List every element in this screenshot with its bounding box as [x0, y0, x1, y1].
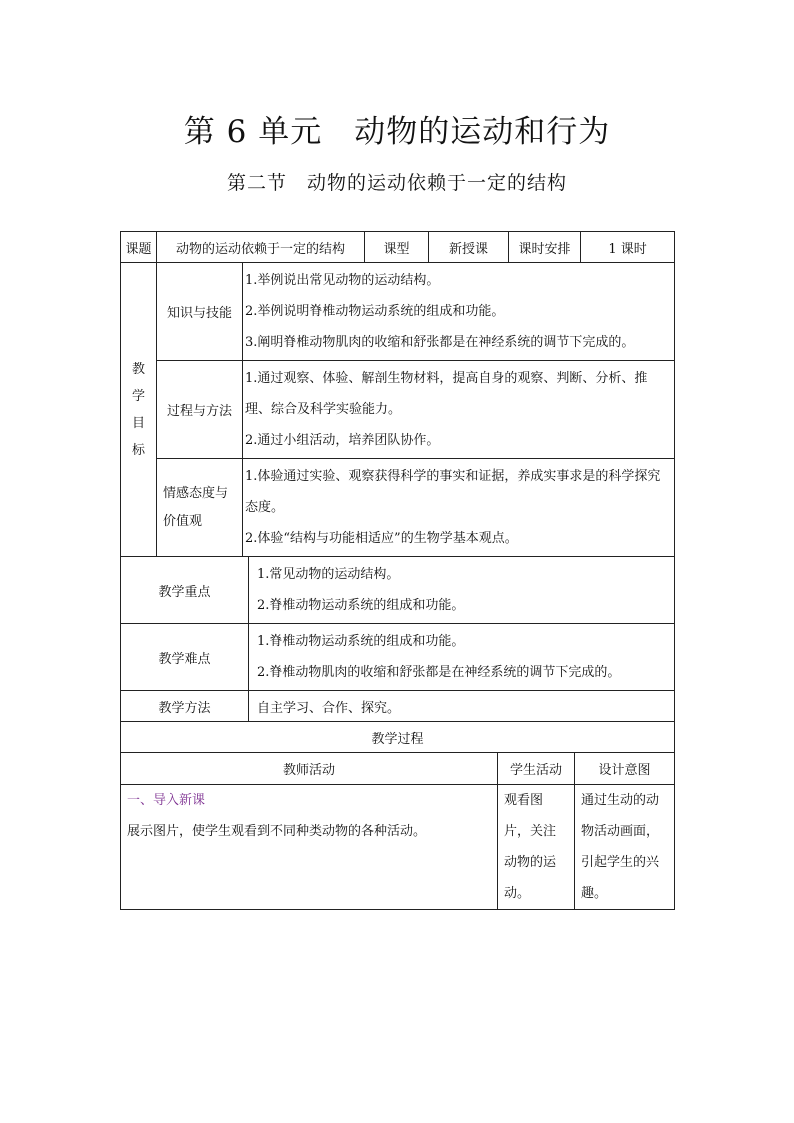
- lesson-plan-table: [120, 231, 675, 910]
- emotion-item: 1.体验通过实验、观察获得科学的事实和证据，养成实事求是的科学探究态度。: [245, 469, 661, 515]
- methods-value: 自主学习、合作、探究。: [249, 691, 675, 722]
- difficulty-item: 1.脊椎动物运动系统的组成和功能。: [257, 634, 465, 649]
- type-value: 新授课: [429, 232, 509, 263]
- objective-emotion-row: [121, 459, 675, 557]
- key-point-item: 1.常见动物的运动结构。: [257, 567, 400, 582]
- emotion-items: [243, 459, 675, 557]
- process-header: 教学过程: [121, 722, 675, 753]
- difficulties-row: [121, 624, 675, 691]
- objectives-label: [121, 263, 157, 557]
- key-point-item: 2.脊椎动物运动系统的组成和功能。: [257, 598, 465, 613]
- process-item: 2.通过小组活动，培养团队协作。: [245, 433, 440, 448]
- emotion-label: 情感态度与价值观: [157, 459, 243, 557]
- objectives-label-char: 教: [131, 361, 145, 377]
- column-student: 学生活动: [498, 753, 575, 785]
- emotion-item: 2.体验“结构与功能相适应”的生物学基本观点。: [245, 531, 518, 546]
- section-subtitle: 第二节 动物的运动依赖于一定的结构: [226, 172, 567, 194]
- design-intent: [575, 785, 675, 910]
- process-label: 过程与方法: [157, 361, 243, 459]
- topic-value: 动物的运动依赖于一定的结构: [157, 232, 365, 263]
- objectives-label-char: 目: [131, 415, 145, 431]
- process-header-row: [121, 722, 675, 753]
- hours-label: 课时安排: [509, 232, 581, 263]
- teacher-activity: [121, 785, 498, 910]
- difficulties-label: 教学难点: [121, 624, 249, 691]
- topic-label: 课题: [121, 232, 157, 263]
- methods-label: 教学方法: [121, 691, 249, 722]
- methods-row: [121, 691, 675, 722]
- difficulties-items: [249, 624, 675, 691]
- difficulty-item: 2.脊椎动物肌肉的收缩和舒张都是在神经系统的调节下完成的。: [257, 665, 621, 680]
- student-activity-text: 观看图片，关注动物的运动。: [504, 793, 557, 901]
- document-title: 第 6 单元 动物的运动和行为: [183, 114, 611, 150]
- hours-value: 1 课时: [581, 232, 675, 263]
- objective-knowledge-row: [121, 263, 675, 361]
- column-teacher: 教师活动: [121, 753, 498, 785]
- knowledge-label: 知识与技能: [157, 263, 243, 361]
- design-intent-text: 通过生动的动物活动画面，引起学生的兴趣。: [581, 793, 660, 901]
- knowledge-item: 2.举例说明脊椎动物运动系统的组成和功能。: [245, 304, 505, 319]
- teacher-activity-text: 展示图片，使学生观看到不同种类动物的各种活动。: [127, 824, 427, 839]
- type-label: 课型: [365, 232, 429, 263]
- objectives-label-char: 学: [131, 388, 145, 404]
- objectives-label-char: 标: [131, 442, 145, 458]
- column-intent: 设计意图: [575, 753, 675, 785]
- key-points-label: 教学重点: [121, 557, 249, 624]
- process-item: 1.通过观察、体验、解剖生物材料，提高自身的观察、判断、分析、推理、综合及科学实验能力。: [245, 371, 648, 417]
- student-activity: [498, 785, 575, 910]
- process-items: [243, 361, 675, 459]
- key-points-items: [249, 557, 675, 624]
- process-row: [121, 785, 675, 910]
- objective-process-row: [121, 361, 675, 459]
- header-row: [121, 232, 675, 263]
- knowledge-items: [243, 263, 675, 361]
- section-heading: 一、导入新课: [127, 793, 206, 808]
- process-columns-row: [121, 753, 675, 785]
- knowledge-item: 3.阐明脊椎动物肌肉的收缩和舒张都是在神经系统的调节下完成的。: [245, 335, 635, 350]
- knowledge-item: 1.举例说出常见动物的运动结构。: [245, 273, 440, 288]
- key-points-row: [121, 557, 675, 624]
